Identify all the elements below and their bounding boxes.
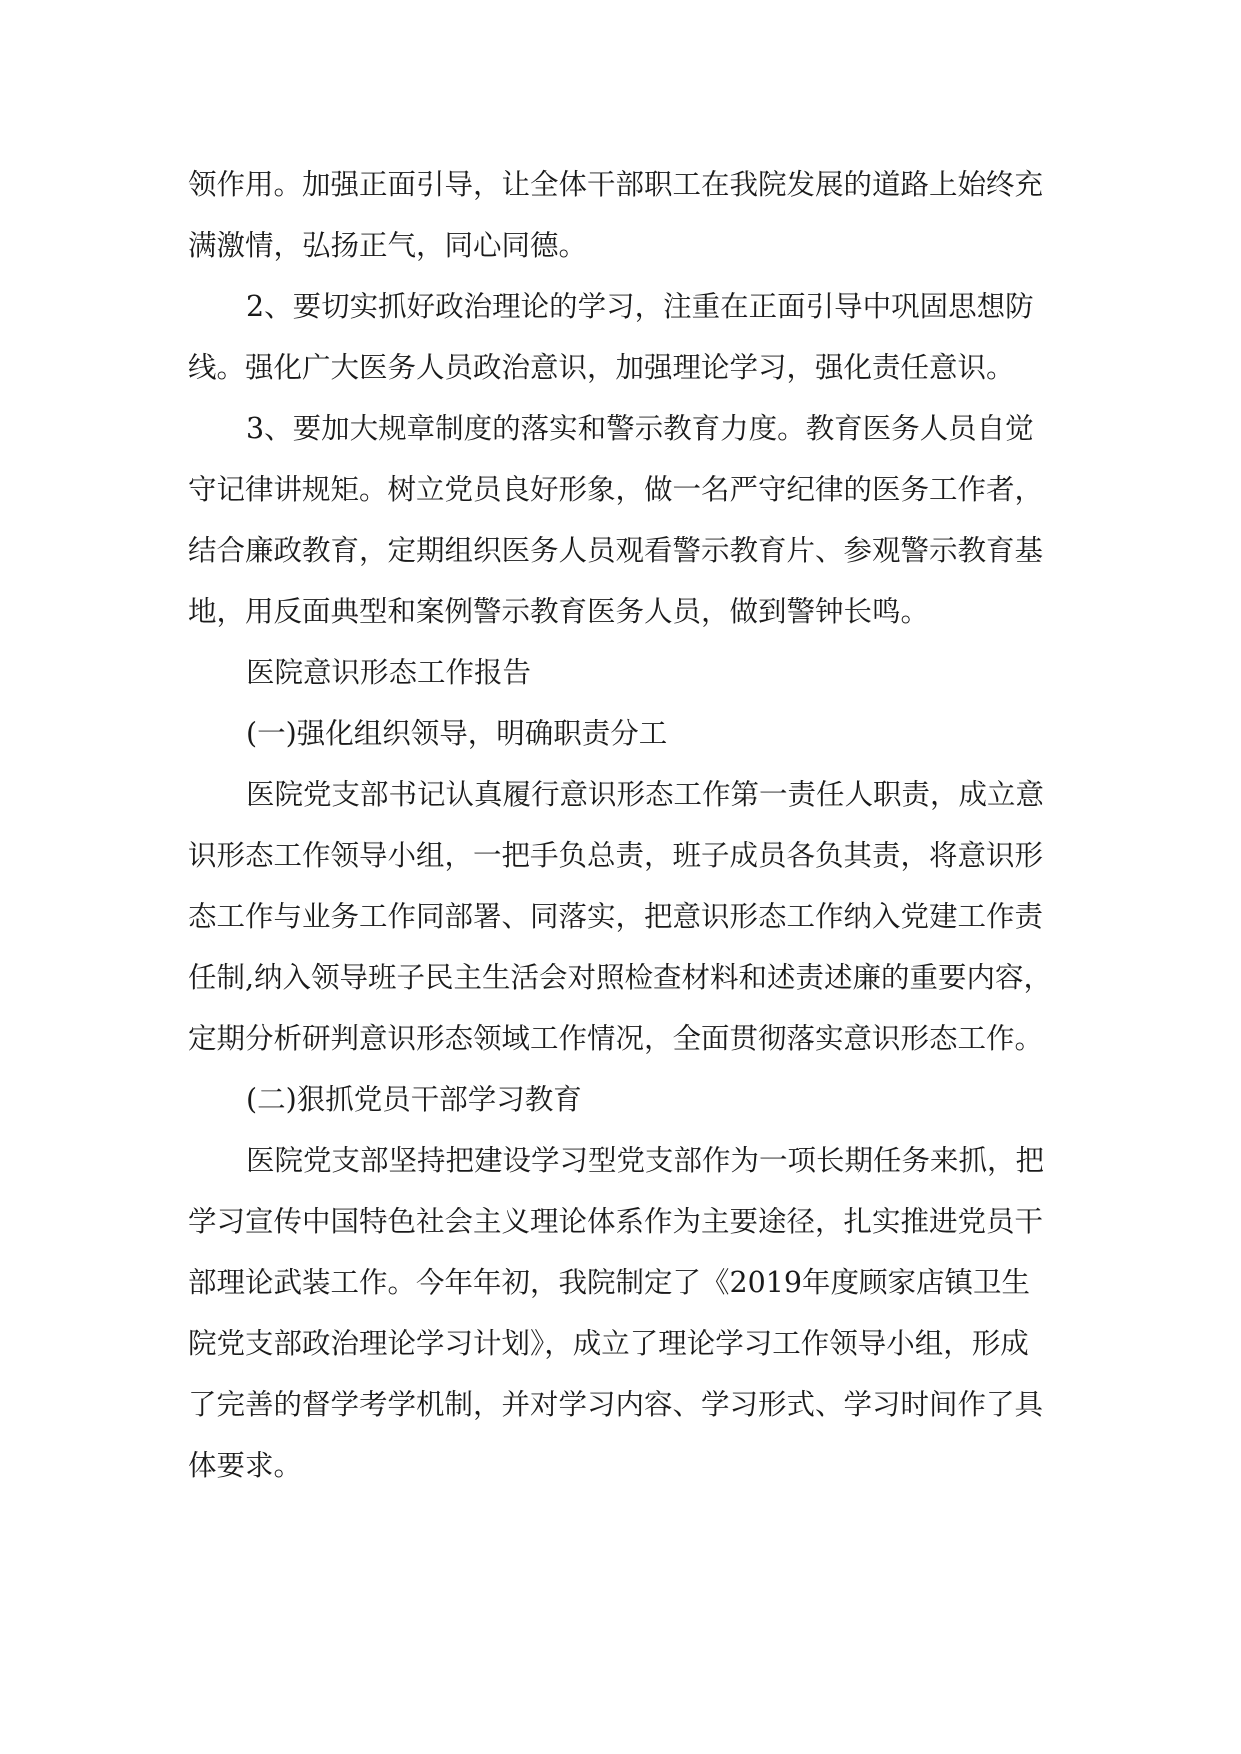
text-line: 体要求。 bbox=[188, 1449, 303, 1482]
subsection-heading: (一)强化组织领导，明确职责分工 bbox=[246, 717, 668, 750]
text-line: 2、要切实抓好政治理论的学习，注重在正面引导中巩固思想防 bbox=[246, 290, 1034, 323]
text-line: 医院党支部书记认真履行意识形态工作第一责任人职责，成立意 bbox=[246, 778, 1045, 811]
text-line: 识形态工作领导小组，一把手负总责，班子成员各负其责，将意识形 bbox=[188, 839, 1044, 872]
text-line: 结合廉政教育，定期组织医务人员观看警示教育片、参观警示教育基 bbox=[188, 534, 1044, 567]
text-line: 院党支部政治理论学习计划》，成立了理论学习工作领导小组，形成 bbox=[188, 1327, 1029, 1360]
text-line: 学习宣传中国特色社会主义理论体系作为主要途径，扎实推进党员干 bbox=[188, 1205, 1044, 1238]
text-line: 3、要加大规章制度的落实和警示教育力度。教育医务人员自觉 bbox=[246, 412, 1034, 445]
text-line: 线。强化广大医务人员政治意识，加强理论学习，强化责任意识。 bbox=[188, 351, 1015, 384]
text-line: 态工作与业务工作同部署、同落实，把意识形态工作纳入党建工作责 bbox=[188, 900, 1044, 933]
text-line: 定期分析研判意识形态领域工作情况，全面贯彻落实意识形态工作。 bbox=[188, 1022, 1044, 1055]
text-line: 满激情，弘扬正气，同心同德。 bbox=[188, 229, 588, 262]
text-line: 领作用。加强正面引导，让全体干部职工在我院发展的道路上始终充 bbox=[188, 168, 1044, 201]
text-line: 医院党支部坚持把建设学习型党支部作为一项长期任务来抓，把 bbox=[246, 1144, 1045, 1177]
subsection-heading: (二)狠抓党员干部学习教育 bbox=[246, 1083, 582, 1116]
text-line: 守记律讲规矩。树立党员良好形象，做一名严守纪律的医务工作者， bbox=[188, 473, 1044, 506]
text-line: 任制,纳入领导班子民主生活会对照检查材料和述责述廉的重要内容， bbox=[188, 961, 1053, 994]
text-line: 地，用反面典型和案例警示教育医务人员，做到警钟长鸣。 bbox=[188, 595, 930, 628]
text-line: 了完善的督学考学机制，并对学习内容、学习形式、学习时间作了具 bbox=[188, 1388, 1044, 1421]
section-heading: 医院意识形态工作报告 bbox=[246, 656, 532, 689]
text-line: 部理论武装工作。今年年初，我院制定了《2019年度顾家店镇卫生 bbox=[188, 1266, 1031, 1299]
